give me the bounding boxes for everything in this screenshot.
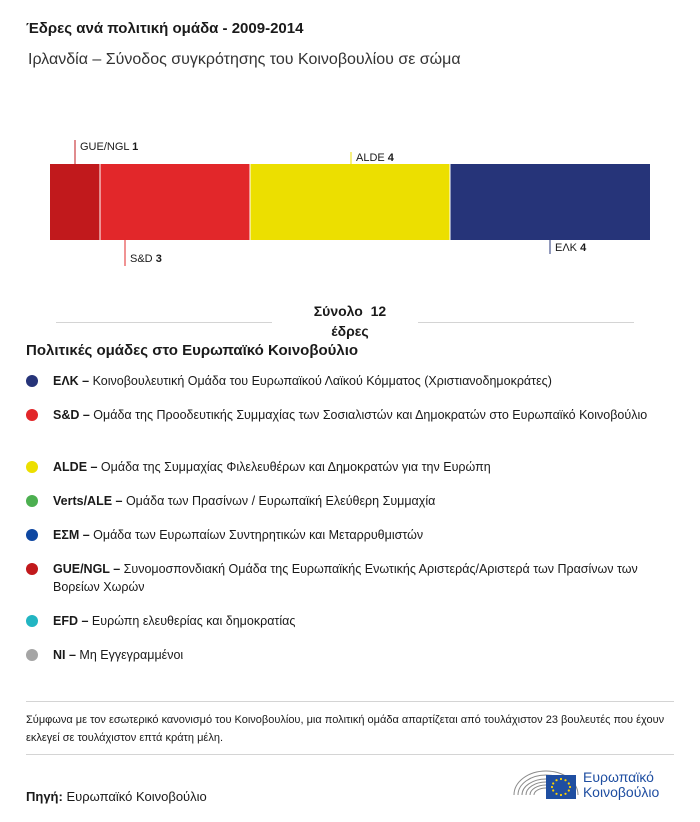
total-unit: έδρες [331,323,369,339]
legend-text-gue-ngl: GUE/NGL – Συνομοσπονδιακή Ομάδα της Ευρωπαϊκής Ενωτικής Αριστεράς/Αριστερά των Πρασίνων των Βορείων Χωρών [53,562,638,594]
total-value: 12 [370,303,387,319]
legend-dot-efd [26,615,38,627]
value-label-ελκ: 4 [580,242,587,254]
total-divider-right [418,322,634,323]
logo-line-1: Ευρωπαϊκό [583,769,654,785]
source-label: Πηγή: [26,789,63,804]
legend-item-alde [26,458,666,476]
total-text [290,301,410,341]
legend-dot-gue-ngl [26,563,38,575]
value-label-s-d: 3 [155,253,162,265]
legend-item-sd [26,406,666,424]
footnote-rule-bottom [26,754,674,755]
source [26,789,207,804]
chart-title: Έδρες ανά πολιτική ομάδα - 2009-2014 [26,20,304,37]
data-label-alde [356,152,395,164]
source-value: Ευρωπαϊκό Κοινοβούλιο [66,789,207,804]
legend-text-ecr: ΕΣΜ – Ομάδα των Ευρωπαίων Συντηρητικών και Μεταρρυθμιστών [53,528,424,542]
category-label-gue-ngl: GUE/NGL [80,141,133,153]
legend-text-sd: S&D – Ομάδα της Προοδευτικής Συμμαχίας των Σοσιαλιστών και Δημοκρατών στο Ευρωπαϊκό Κοινοβούλιο [53,408,648,422]
legend-text-efd: EFD – Ευρώπη ελευθερίας και δημοκρατίας [53,614,296,628]
legend-dot-ecr [26,529,38,541]
total-divider-left [56,322,272,323]
legend-item-efd [26,612,666,630]
total-label: Σύνολο [313,303,363,319]
legend-title: Πολιτικές ομάδες στο Ευρωπαϊκό Κοινοβούλιο [26,342,359,359]
legend-text-greens: Verts/ALE – Ομάδα των Πρασίνων / Ευρωπαϊκή Ελεύθερη Συμμαχία [53,494,436,508]
legend-item-epp [26,372,666,390]
value-label-alde: 4 [387,152,394,164]
legend-dot-epp [26,375,38,387]
legend-text-epp: ΕΛΚ – Κοινοβουλευτική Ομάδα του Ευρωπαϊκού Λαϊκού Κόμματος (Χριστιανοδημοκράτες) [53,374,552,388]
bar-segment-gue-ngl [50,164,100,240]
legend-dot-ni [26,649,38,661]
bar-segment-s-d [100,164,250,240]
legend-item-gue-ngl [26,560,666,596]
value-label-gue-ngl: 1 [132,141,139,153]
data-label-gue-ngl [80,141,138,153]
legend-item-greens [26,492,666,510]
bar-segment-ελκ [450,164,650,240]
total-block [0,301,700,345]
data-label-s-d [130,253,162,265]
category-label-ελκ: ΕΛΚ [555,242,581,254]
category-label-alde: ALDE [356,152,388,164]
bar-segment-alde [250,164,450,240]
legend-text-ni: NI – Μη Εγγεγραμμένοι [53,648,184,662]
logo-line-2: Κοινοβούλιο [583,784,660,800]
seat-bar-chart [0,130,700,270]
category-label-s-d: S&D [130,253,156,265]
legend-dot-greens [26,495,38,507]
logo-wordmark [583,770,659,800]
legend-item-ecr [26,526,666,544]
footnote: Σύμφωνα με τον εσωτερικό κανονισμό του Κοινοβουλίου, μια πολιτική ομάδα απαρτίζεται από τουλάχιστον 23 βουλευτές που έχουν εκλεγεί σε τουλάχιστον επτά κράτη μέλη. [26,714,665,744]
footnote-rule-top [26,701,674,702]
legend-item-ni [26,646,666,664]
chart-subtitle: Ιρλανδία – Σύνοδος συγκρότησης του Κοινοβουλίου σε σώμα [28,51,461,68]
data-label-ελκ [555,242,587,254]
legend-dot-alde [26,461,38,473]
legend-text-alde: ALDE – Ομάδα της Συμμαχίας Φιλελευθέρων και Δημοκρατών για την Ευρώπη [53,460,491,474]
legend-dot-sd [26,409,38,421]
